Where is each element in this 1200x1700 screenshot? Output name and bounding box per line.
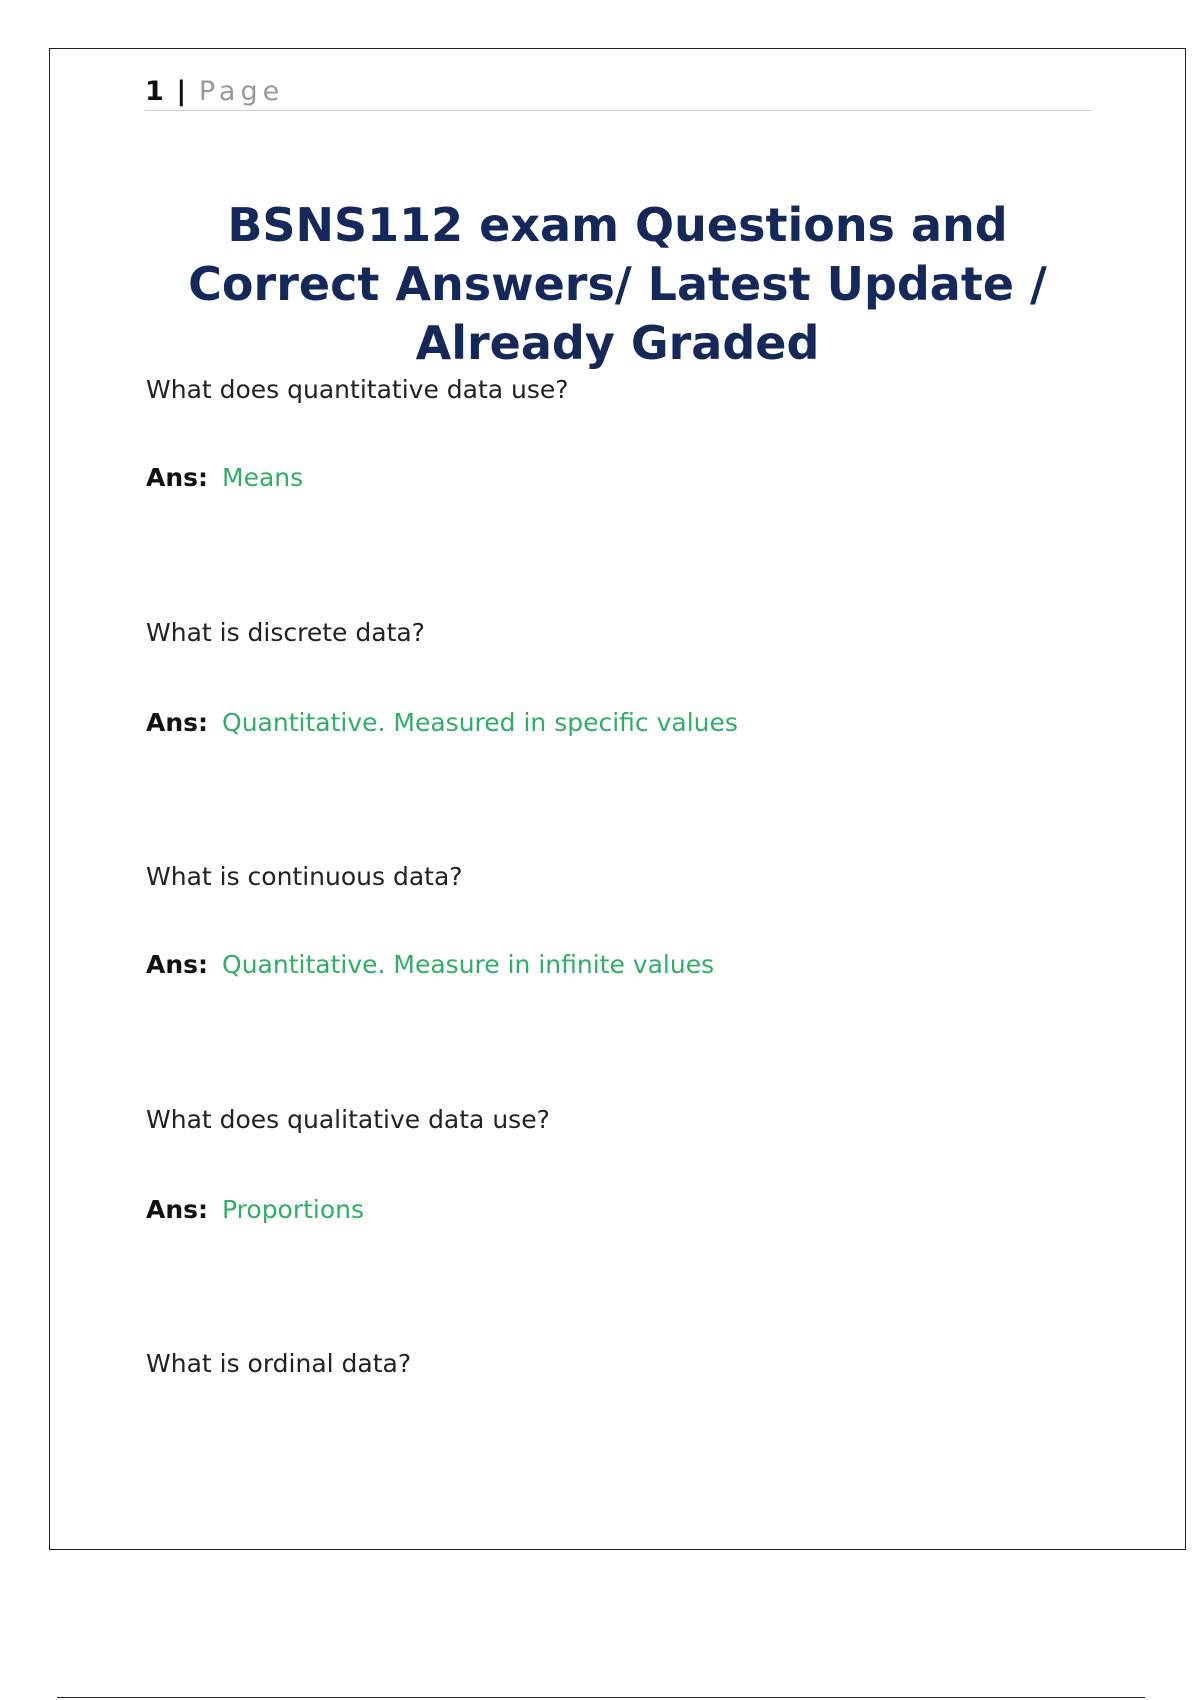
question-text: What does qualitative data use? [146, 1105, 550, 1134]
page-word: Page [198, 76, 285, 107]
document-title: BSNS112 exam Questions and Correct Answers/ Latest Update / Already Graded [188, 198, 1047, 370]
page-number: 1 [145, 76, 166, 107]
page-separator: | [176, 76, 189, 107]
answer-text: Means [222, 463, 304, 492]
answer-label: Ans: [146, 708, 209, 737]
answer-text: Proportions [222, 1195, 365, 1224]
answer-text: Quantitative. Measure in infinite values [222, 950, 715, 979]
answer-line [146, 1193, 364, 1227]
answer-label: Ans: [146, 1195, 209, 1224]
answer-line [146, 706, 738, 740]
qa-item-2 [146, 616, 1096, 737]
question-text: What is discrete data? [146, 618, 425, 647]
question-text: What does quantitative data use? [146, 375, 569, 404]
qa-item-1 [146, 373, 1096, 492]
question-text: What is ordinal data? [146, 1349, 412, 1378]
answer-line [146, 948, 714, 982]
qa-item-4 [146, 1103, 1096, 1224]
bottom-rule [57, 1697, 1145, 1698]
qa-item-5 [146, 1347, 1096, 1381]
answer-label: Ans: [146, 950, 209, 979]
page-header [145, 74, 1092, 111]
qa-item-3 [146, 860, 1096, 979]
question-text: What is continuous data? [146, 862, 463, 891]
answer-line [146, 461, 303, 495]
answer-label: Ans: [146, 463, 209, 492]
answer-text: Quantitative. Measured in specific values [222, 708, 738, 737]
